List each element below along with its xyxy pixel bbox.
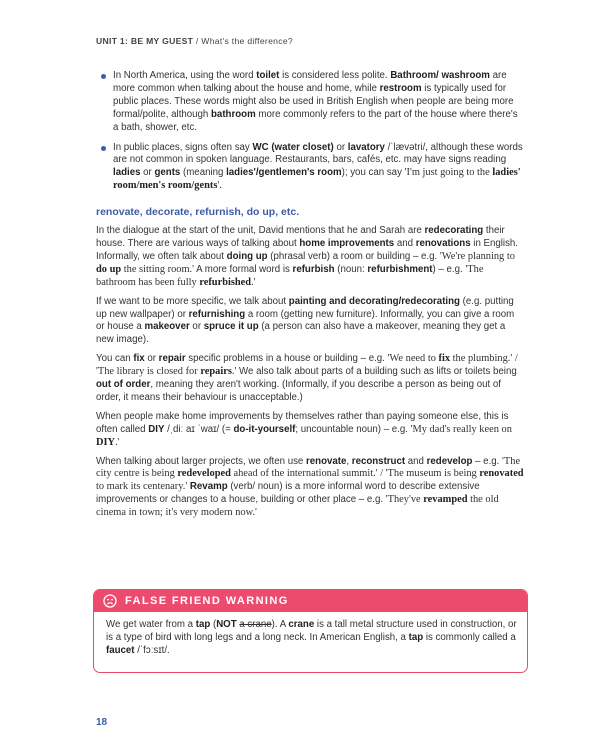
page-number: 18 — [96, 717, 108, 728]
section-heading: renovate, decorate, refurnish, do up, etc. — [96, 206, 300, 219]
paragraph-larger-projects: When talking about larger projects, we often use renovate, reconstruct and redevelop – e.g. 'The city centre is being redeveloped ahead of the international summit.' / 'The museum is being renovated to mark its centenary.' Revamp (verb/ noun) is a more informal word to describe extensive improvements or changes to a house, building or other place – e.g. 'They've revamped the old cinema in town; it's very modern now.' — [96, 455, 524, 519]
struck-word: a crane — [239, 619, 272, 630]
bullet-list — [96, 70, 524, 193]
list-item: In North America, using the word toilet is considered less polite. Bathroom/ washroom are more common when talking about the house and home, while restroom is typically used for public places. These words might also be used in British English when people are being more formal/polite, although bathroom more commonly refers to the part of the house where there's a bath, shower, etc. — [96, 70, 524, 135]
warning-body: We get water from a tap (NOT a crane). A crane is a tall metal structure used in construction, or is a type of bird with long legs and a long neck. In American English, a tap is commonly called a faucet /ˈfɔːsɪt/. — [106, 619, 517, 656]
paragraph-home-improvements: In the dialogue at the start of the unit, David mentions that he and Sarah are redecorating their house. There are various ways of talking about home improvements and renovations in English. Informally, we often talk about doing up (phrasal verb) a room or building – e.g. 'We're planning to do up the sitting room.' A more formal word is refurbish (noun: refurbishment) – e.g. 'The bathroom has been fully refurbished.' — [96, 225, 518, 288]
bullet-icon — [101, 146, 106, 151]
main-content — [96, 70, 524, 526]
header-subtitle: What's the difference? — [201, 36, 293, 46]
header-separator: / — [193, 36, 202, 46]
warning-header — [94, 590, 527, 612]
running-header — [96, 36, 293, 46]
list-item: In public places, signs often say WC (water closet) or lavatory /ˈlævətri/, although these words are not common in spoken language. Restaurants, bars, cafés, etc. may have signs reading ladies or gents (meaning ladies'/gentlemen's room); you can say 'I'm just going to the ladies' room/men's room/gents'. — [96, 142, 524, 194]
paragraph-diy: When people make home improvements by themselves rather than paying someone else, this is often called DIY /ˌdiː aɪ ˈwaɪ/ (= do-it-yourself; uncountable noun) – e.g. 'My dad's really keen on DIY.' — [96, 410, 512, 448]
bullet-icon — [101, 74, 106, 79]
paragraph-repairs: You can fix or repair specific problems in a house or building – e.g. 'We need to fix the plumbing.' / 'The library is closed for repairs.' We also talk about parts of a building such as lifts or toilets being out of order, meaning they aren't working. (Informally, if you describe a person as being out of order, it means their behaviour is unacceptable.) — [96, 353, 518, 403]
unit-label: UNIT 1: BE MY GUEST — [96, 36, 194, 46]
paragraph-decorating: If we want to be more specific, we talk about painting and decorating/redecorating (e.g. putting up new wallpaper) or refurnishing a room (getting new furniture). Informally, you can give a room or house a makeover or spruce it up (a person can also have a makeover, meaning they get a new image). — [96, 295, 515, 346]
sad-face-icon — [103, 594, 117, 608]
false-friend-warning-box — [93, 589, 528, 673]
warning-title: FALSE FRIEND WARNING — [125, 595, 289, 607]
